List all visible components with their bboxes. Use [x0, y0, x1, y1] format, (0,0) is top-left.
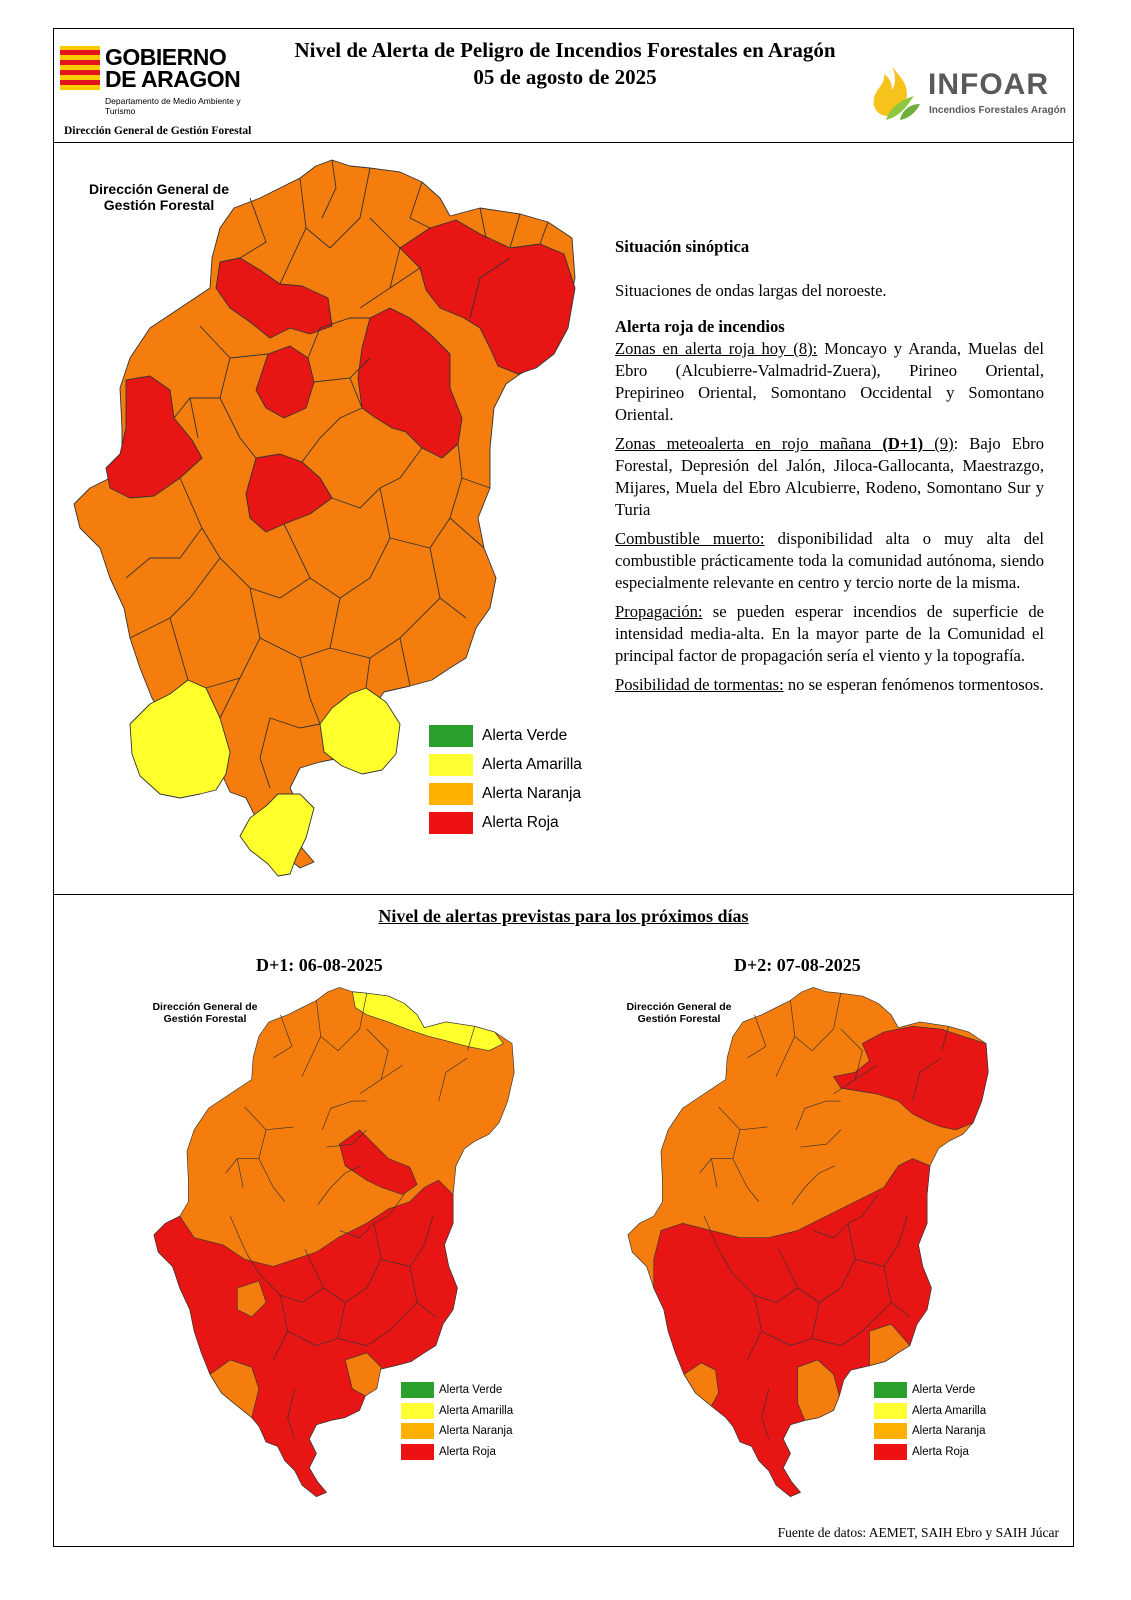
forecast-d1-title: D+1: 06-08-2025 [256, 955, 383, 975]
tormentas-label: Posibilidad de tormentas: [615, 675, 784, 694]
zonas-manana-paragraph [615, 433, 1044, 521]
zonas-hoy-body: Moncayo y Aranda, Muelas del Ebro (Alcubierre-Valmadrid-Zuera), Pirineo Oriental, Prepirineo Oriental, Somontano Occidental y Somontano Oriental. [615, 339, 1045, 424]
d2-legend-item-amarilla [874, 1401, 986, 1422]
map-d2-legend [874, 1380, 986, 1462]
forecast-title: Nivel de alertas previstas para los próximos días [378, 906, 749, 926]
legend-item-verde [429, 721, 582, 750]
propagacion-body: se pueden esperar incendios de superficie de intensidad media-alta. En la mayor parte de la Comunidad el principal factor de propagación sería el viento y la topografía. [615, 602, 1044, 665]
d2-legend-swatch-naranja [874, 1423, 907, 1439]
zonas-manana-label: Zonas meteoalerta en rojo mañana [615, 434, 872, 453]
legend-item-amarilla [429, 750, 582, 779]
map-d1-legend [401, 1380, 513, 1462]
legend-item-roja [429, 808, 582, 837]
d2-legend-item-naranja [874, 1421, 986, 1442]
map-org-label: Dirección General de Gestión Forestal [88, 181, 230, 214]
legend-label-roja: Alerta Roja [482, 813, 559, 831]
header-divider [53, 142, 1074, 143]
synoptic-text [615, 236, 1044, 696]
propagacion-paragraph [615, 601, 1044, 667]
title-line1: Nivel de Alerta de Peligro de Incendios Forestales en Aragón [294, 38, 836, 62]
page-title [240, 37, 890, 91]
d1-legend-swatch-verde [401, 1382, 434, 1398]
flame-leaf-icon [870, 64, 922, 122]
legend-label-naranja: Alerta Naranja [482, 784, 582, 802]
legend-swatch-roja [429, 812, 473, 834]
d1-legend-swatch-amarilla [401, 1403, 434, 1419]
d2-legend-label-naranja: Alerta Naranja [912, 1425, 986, 1438]
section-divider [53, 894, 1074, 895]
d1-legend-label-amarilla: Alerta Amarilla [439, 1404, 514, 1417]
zonas-manana-body: : Bajo Ebro Forestal, Depresión del Jalón, Jiloca-Gallocanta, Maestrazgo, Mijares, Muela del Ebro Alcubierre, Rodeno, Somontano Sur y Turia [615, 434, 1044, 519]
data-source: Fuente de datos: AEMET, SAIH Ebro y SAIH Júcar [777, 1525, 1059, 1540]
d1-legend-swatch-naranja [401, 1423, 434, 1439]
zonas-hoy-label: Zonas en alerta roja hoy (8): [615, 339, 818, 358]
legend-swatch-amarilla [429, 754, 473, 776]
infoar-logo-name: INFOAR [928, 68, 1049, 101]
combustible-label: Combustible muerto: [615, 529, 765, 548]
map-legend [429, 721, 582, 837]
propagacion-label: Propagación: [615, 602, 703, 621]
d1-legend-item-naranja [401, 1421, 513, 1442]
map-d1-org-label: Dirección General de Gestión Forestal [152, 1001, 258, 1026]
sinoptica-title: Situación sinóptica [615, 237, 750, 256]
d1-legend-swatch-roja [401, 1444, 434, 1460]
d1-legend-item-verde [401, 1380, 513, 1401]
zonas-manana-count: (9) [923, 434, 954, 453]
zonas-manana-space [871, 434, 882, 453]
d1-legend-item-amarilla [401, 1401, 513, 1422]
infoar-logo-subtitle: Incendios Forestales Aragón [929, 105, 1066, 116]
org-name-line2: DE ARAGON [105, 66, 241, 92]
d2-legend-label-verde: Alerta Verde [912, 1384, 976, 1397]
header-direction: Dirección General de Gestión Forestal [64, 125, 252, 137]
d2-legend-label-roja: Alerta Roja [912, 1445, 969, 1458]
org-name [105, 46, 240, 90]
tormentas-paragraph [615, 674, 1044, 696]
legend-swatch-naranja [429, 783, 473, 805]
sinoptica-body: Situaciones de ondas largas del noroeste. [615, 281, 887, 300]
legend-label-amarilla: Alerta Amarilla [482, 755, 582, 773]
d2-legend-item-roja [874, 1442, 986, 1463]
d2-legend-swatch-roja [874, 1444, 907, 1460]
d2-legend-label-amarilla: Alerta Amarilla [912, 1404, 987, 1417]
forecast-d2-title: D+2: 07-08-2025 [734, 955, 861, 975]
d2-legend-swatch-amarilla [874, 1403, 907, 1419]
d2-legend-swatch-verde [874, 1382, 907, 1398]
roja-title: Alerta roja de incendios [615, 317, 785, 336]
legend-label-verde: Alerta Verde [482, 726, 568, 744]
aragon-flag-logo [60, 46, 100, 90]
map-d2-org-label: Dirección General de Gestión Forestal [626, 1001, 732, 1026]
tormentas-body: no se esperan fenómenos tormentosos. [783, 675, 1044, 694]
d1-legend-label-roja: Alerta Roja [439, 1445, 496, 1458]
legend-swatch-verde [429, 725, 473, 747]
org-department: Departamento de Medio Ambiente y Turismo [105, 96, 241, 116]
org-name-line1: GOBIERNO [105, 44, 227, 70]
title-date: 05 de agosto de 2025 [473, 65, 657, 89]
d2-legend-item-verde [874, 1380, 986, 1401]
d1-legend-label-naranja: Alerta Naranja [439, 1425, 513, 1438]
zonas-hoy-paragraph [615, 338, 1044, 426]
legend-item-naranja [429, 779, 582, 808]
zonas-manana-d1: (D+1) [882, 434, 924, 453]
combustible-paragraph [615, 528, 1044, 594]
d1-legend-item-roja [401, 1442, 513, 1463]
combustible-body: disponibilidad alta o muy alta del combustible prácticamente toda la comunidad autónoma, siendo especialmente relevante en centro y tercio norte de la misma. [615, 529, 1044, 592]
d1-legend-label-verde: Alerta Verde [439, 1384, 503, 1397]
